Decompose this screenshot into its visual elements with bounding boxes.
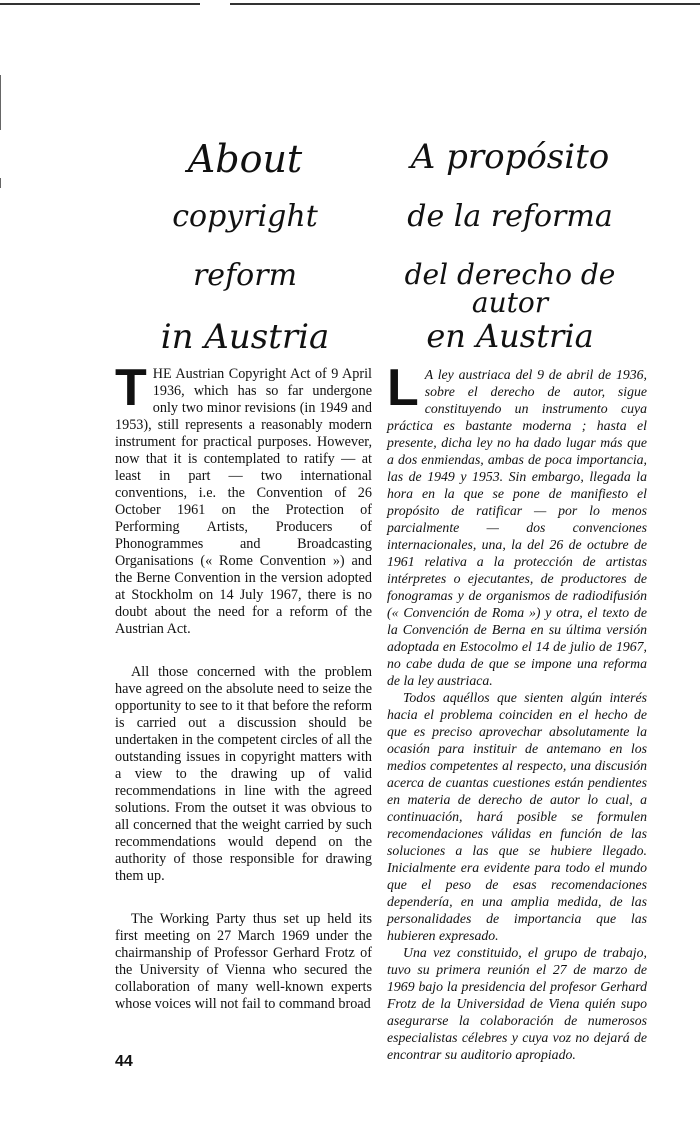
english-title-line: About xyxy=(187,137,303,181)
spanish-title-line: en Austria xyxy=(426,317,594,355)
english-dropcap: T xyxy=(115,359,147,417)
scan-edge-mark-2 xyxy=(0,178,1,188)
english-paragraph-1-text: HE Austrian Copyright Act of 9 April 1936, which has so far undergone only two minor revisions (in 1949 and 1953), still represents a reasonably modern instrument for practical purposes. However, now that it is contemplated to ratify — at least in part — two international conventions, i.e. the Convention of 26 October 1961 on the Protection of Performing Artists, Producers of Phonogrammes and Broadcasting Organisations (« Rome Convention ») and the Berne Convention in the version adopted at Stockholm on 14 July 1967, there is no doubt about the need for a reform of the Austrian Act. xyxy=(115,366,372,637)
top-rule-right xyxy=(230,3,700,5)
spanish-paragraph-3: Una vez constituido, el grupo de trabajo, tuvo su primera reunión el 27 de marzo de 1969 bajo la presidencia del profesor Gerhard Frotz de la Universidad de Viena quién supo asegurarse la colaboración de numerosos especialistas célebres y cuya voz no dejará de encontrar su auditorio apropiado. xyxy=(387,945,647,1062)
english-title-line: copyright xyxy=(172,199,318,234)
spanish-dropcap: L xyxy=(387,359,419,417)
top-rule-left xyxy=(0,3,200,5)
english-column xyxy=(115,359,372,1013)
spanish-paragraph-1-text: A ley austriaca del 9 de abril de 1936, sobre el derecho de autor, sigue constituyendo un instrumento cuya práctica es bastante moderna ; hasta el presente, dicha ley no ha dado lugar más que a dos enmiendas, ambas de poca importancia, las de 1949 y 1953. Sin embargo, llegada la hora en la que se pone de manifiesto el propósito de ratificar — por lo menos parcialmente — dos convenciones internacionales, una, la del 26 de octubre de 1961 relativa a la protección de artistas intérpretes o ejecutantes, de productores de fonogramas y de organismos de radiodifusión (« Convención de Roma ») y otra, el texto de la Convención de Berna en su última versión adoptada en Estocolmo el 14 de julio de 1967, no cabe duda de que se impone una reforma de la ley austriaca. xyxy=(387,367,647,688)
english-title xyxy=(140,137,350,370)
english-paragraph-2: All those concerned with the problem have agreed on the absolute need to seize the opportunity to see to it that before the reform is carried out a discussion should be undertaken in the competent circles of all the outstanding issues in copyright matters with a view to the drawing up of valid recommendations in line with the agreed solutions. From the outset it was obvious to all concerned that the weight carried by such recommendations would depend on the authority of those responsible for drawing them up. xyxy=(115,664,372,884)
page-number: 44 xyxy=(115,1053,133,1070)
scan-edge-mark xyxy=(0,75,1,130)
english-paragraph-3: The Working Party thus set up held its first meeting on 27 March 1969 under the chairmanship of Professor Gerhard Frotz of the University of Vienna who secured the collaboration of many well-known experts whose voices will not fail to command broad xyxy=(115,911,372,1012)
spanish-column xyxy=(387,359,647,1063)
english-title-line: in Austria xyxy=(160,317,330,357)
spanish-title-line: A propósito xyxy=(410,137,610,177)
spanish-title-line: de la reforma xyxy=(407,199,613,234)
spanish-title xyxy=(385,137,635,370)
spanish-title-line: del derecho de autor xyxy=(404,258,616,319)
english-paragraph-1 xyxy=(115,359,372,638)
spanish-paragraph-2: Todos aquéllos que sienten algún interés hacia el problema coinciden en el hecho de que es preciso aprovechar absolutamente la ocasión para instituir de antemano en los medios competentes al respecto, una discusión acerca de cuantas cuestiones están pendientes en materia de derecho de autor lo cual, a continuación, hará posible se formulen recomendaciones válidas en función de las soluciones a las que se hubiere llegado. Inicialmente era evidente para todo el mundo que el peso de esas recomendaciones dependería, en una amplia medida, de las personalidades de importancia que las hubieren expresado. xyxy=(387,690,647,943)
spanish-paragraph-1 xyxy=(387,359,647,689)
english-title-line: reform xyxy=(192,258,298,293)
